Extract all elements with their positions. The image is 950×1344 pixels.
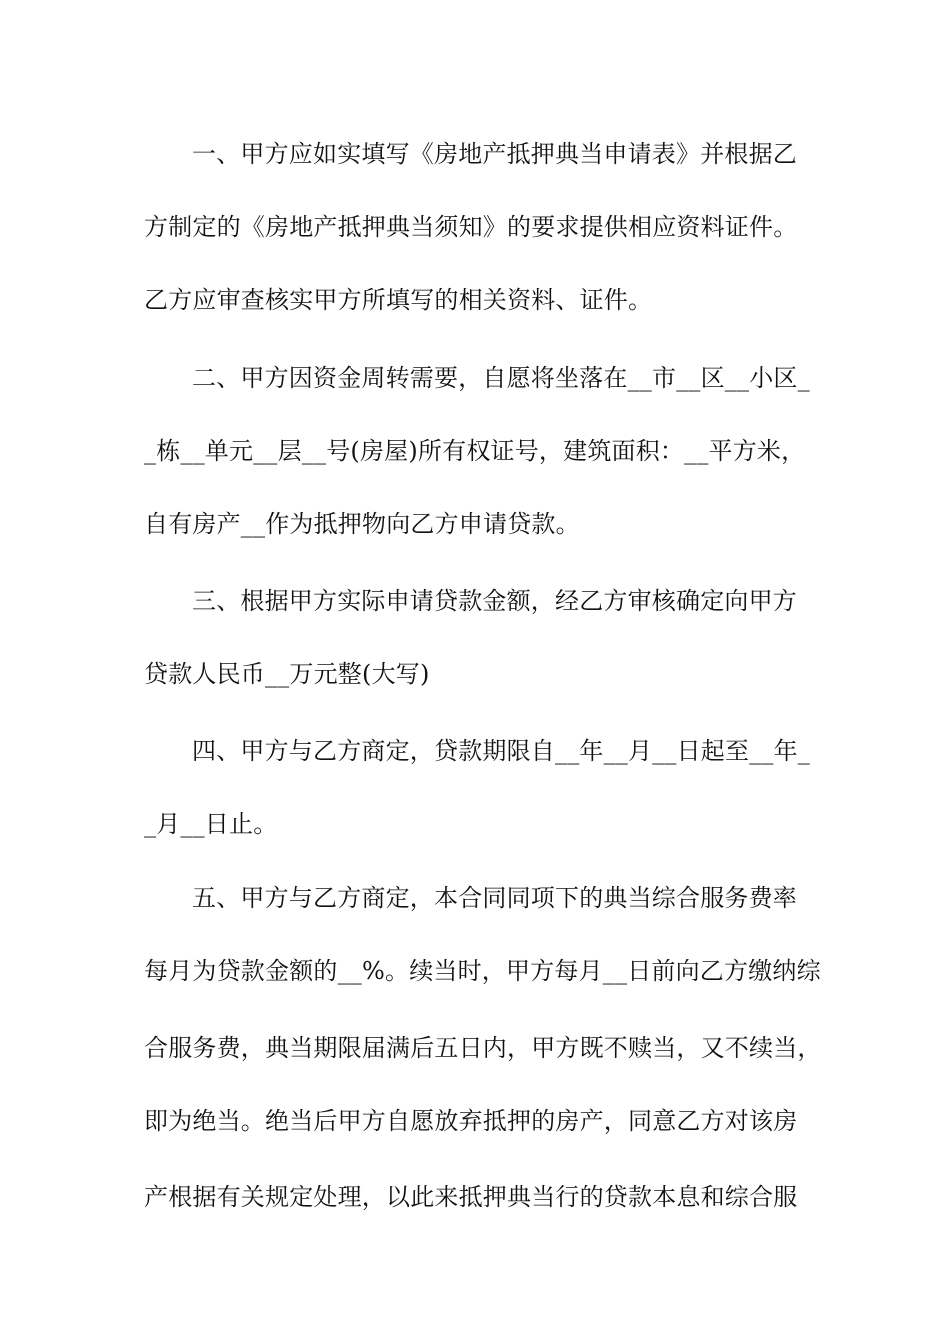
clause-2-line-2: _栋__单元__层__号(房屋)所有权证号，建筑面积：__平方米， — [144, 437, 806, 465]
clause-1-line-1: 一、甲方应如实填写《房地产抵押典当申请表》并根据乙 — [192, 140, 797, 168]
clause-5-line-1: 五、甲方与乙方商定，本合同同项下的典当综合服务费率 — [192, 884, 797, 912]
clause-3-line-2: 贷款人民币__万元整(大写) — [144, 660, 430, 688]
clause-4-line-1: 四、甲方与乙方商定，贷款期限自__年__月__日起至__年_ — [192, 737, 810, 765]
clause-5-line-2: 每月为贷款金额的__%。续当时，甲方每月__日前向乙方缴纳综 — [144, 957, 821, 985]
clause-4-line-2: _月__日止。 — [144, 810, 278, 838]
clause-5-line-5: 产根据有关规定处理，以此来抵押典当行的贷款本息和综合服 — [144, 1183, 798, 1211]
clause-5-line-3: 合服务费，典当期限届满后五日内，甲方既不赎当，又不续当， — [144, 1034, 822, 1062]
clause-3-line-1: 三、根据甲方实际申请贷款金额，经乙方审核确定向甲方 — [192, 587, 797, 615]
clause-5-line-4: 即为绝当。绝当后甲方自愿放弃抵押的房产，同意乙方对该房 — [144, 1107, 798, 1135]
clause-1-line-3: 乙方应审查核实甲方所填写的相关资料、证件。 — [144, 286, 653, 314]
clause-2-line-1: 二、甲方因资金周转需要，自愿将坐落在__市__区__小区_ — [192, 364, 810, 392]
clause-2-line-3: 自有房产__作为抵押物向乙方申请贷款。 — [144, 510, 580, 538]
clause-1-line-2: 方制定的《房地产抵押典当须知》的要求提供相应资料证件。 — [144, 213, 798, 241]
